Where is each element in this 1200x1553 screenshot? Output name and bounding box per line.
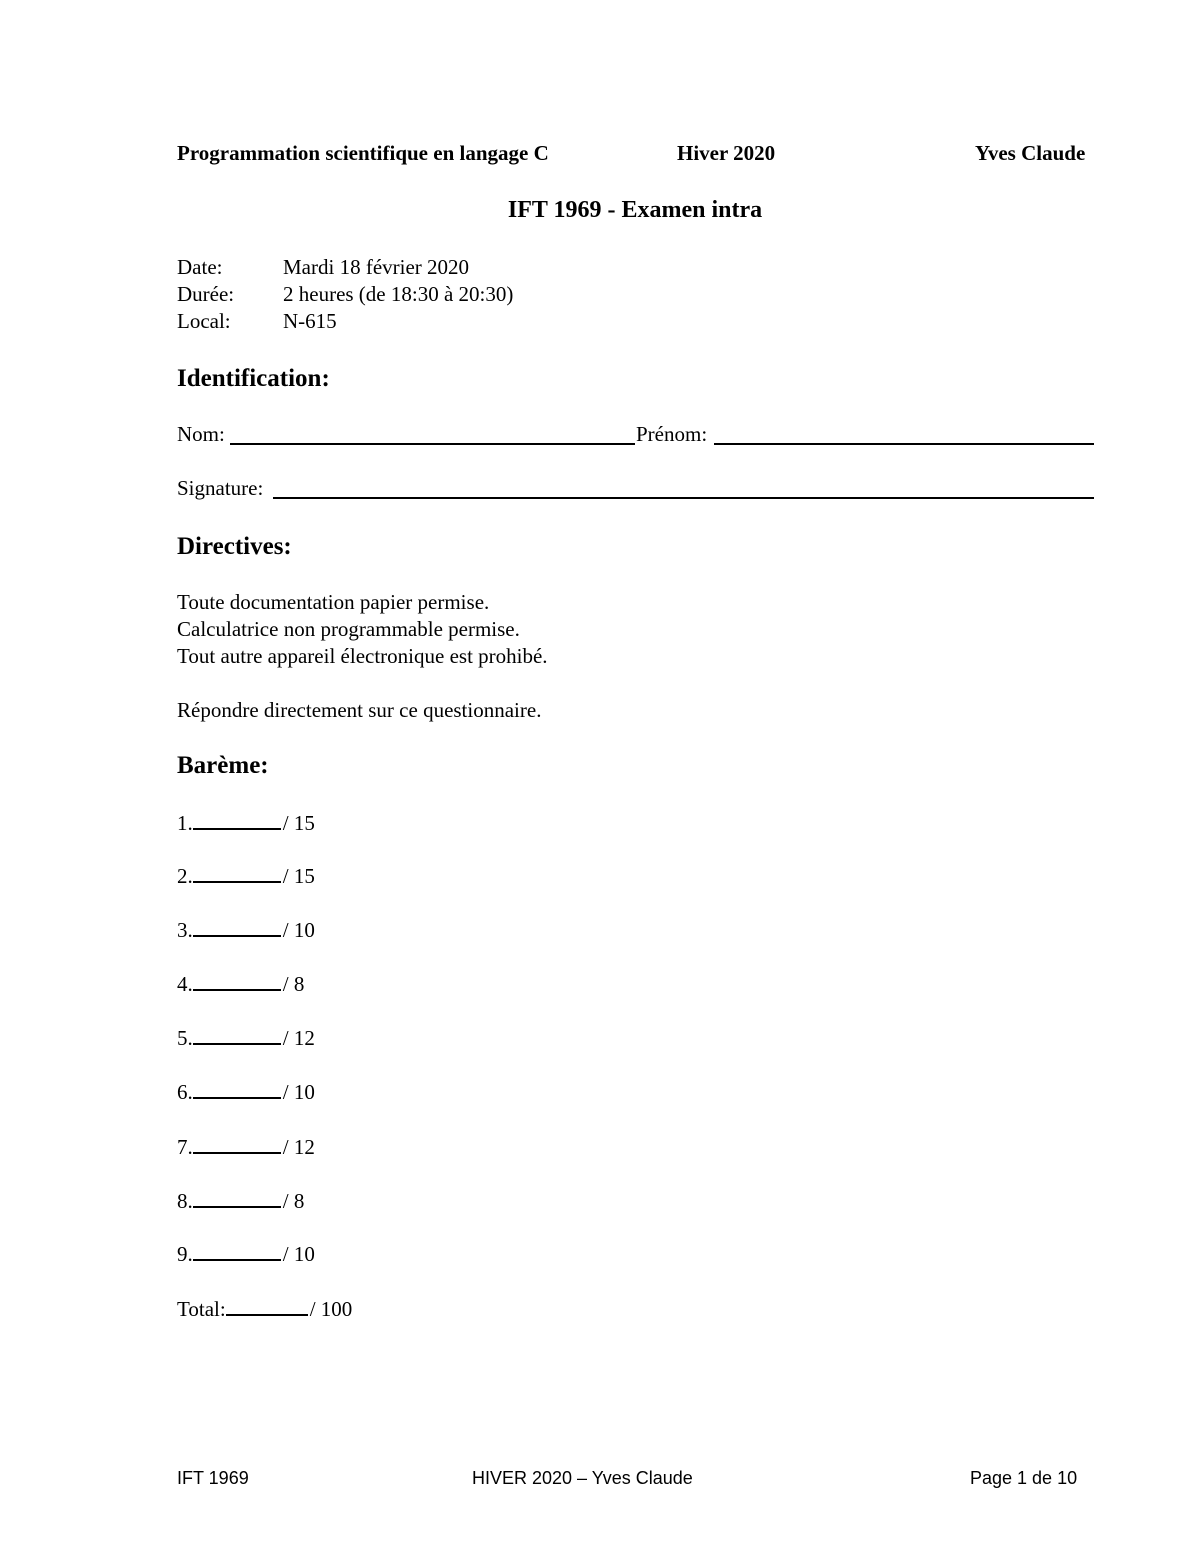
question-max: / 10 [282,1242,315,1266]
info-value: 2 heures (de 18:30 à 20:30) [283,282,514,306]
nom-field[interactable] [230,443,635,445]
directive-note: Répondre directement sur ce questionnaire. [177,698,542,722]
page-number: Page 1 de 10 [970,1468,1078,1488]
question-number: 8. [177,1189,193,1213]
total-label: Total: [177,1297,226,1321]
bareme-heading: Barème: [177,752,269,779]
directive-line: Tout autre appareil électronique est prohibé. [177,644,548,668]
score-field[interactable] [193,1081,281,1099]
directive-line: Toute documentation papier permise. [177,590,490,614]
question-max: / 12 [282,1026,315,1050]
nom-label: Nom: [177,422,225,446]
score-row [177,972,304,997]
score-field[interactable] [193,973,281,991]
footer-course: IFT 1969 [177,1468,249,1488]
score-row [177,1242,315,1267]
directive-line: Calculatrice non programmable permise. [177,617,520,641]
info-row-duration [177,282,513,307]
info-label: Local: [177,309,231,333]
question-max: / 15 [282,811,315,835]
term: Hiver 2020 [677,141,776,165]
total-row [177,1297,352,1322]
score-field[interactable] [193,865,281,883]
signature-field[interactable] [273,497,1094,499]
score-field[interactable] [193,1190,281,1208]
info-label: Date: [177,255,223,279]
total-field[interactable] [226,1298,308,1316]
question-max: / 8 [282,1189,305,1213]
course-name: Programmation scientifique en langage C [177,141,549,165]
prenom-field[interactable] [714,443,1094,445]
question-max: / 15 [282,864,315,888]
score-field[interactable] [193,1027,281,1045]
score-row [177,1189,304,1214]
directives-heading: Directives: [177,533,292,560]
score-field[interactable] [193,812,281,830]
total-max: / 100 [309,1297,353,1321]
question-number: 4. [177,972,193,996]
info-label: Durée: [177,282,235,306]
score-field[interactable] [193,1243,281,1261]
score-row [177,1135,315,1160]
question-max: / 8 [282,972,305,996]
score-row [177,1026,315,1051]
question-number: 6. [177,1080,193,1104]
footer-center: HIVER 2020 – Yves Claude [472,1468,693,1488]
question-max: / 10 [282,1080,315,1104]
info-value: Mardi 18 février 2020 [283,255,470,279]
score-row [177,1080,315,1105]
info-row-date [177,255,469,280]
question-number: 1. [177,811,193,835]
question-max: / 12 [282,1135,315,1159]
author: Yves Claude [975,141,1086,165]
score-row [177,918,315,943]
score-field[interactable] [193,919,281,937]
question-max: / 10 [282,918,315,942]
info-row-room [177,309,337,334]
signature-label: Signature: [177,476,264,500]
exam-title: IFT 1969 - Examen intra [507,197,763,223]
score-row [177,811,315,836]
info-value: N-615 [283,309,337,333]
score-field[interactable] [193,1136,281,1154]
score-row [177,864,315,889]
question-number: 9. [177,1242,193,1266]
prenom-label: Prénom: [636,422,708,446]
identification-heading: Identification: [177,365,330,392]
question-number: 2. [177,864,193,888]
question-number: 5. [177,1026,193,1050]
question-number: 3. [177,918,193,942]
question-number: 7. [177,1135,193,1159]
